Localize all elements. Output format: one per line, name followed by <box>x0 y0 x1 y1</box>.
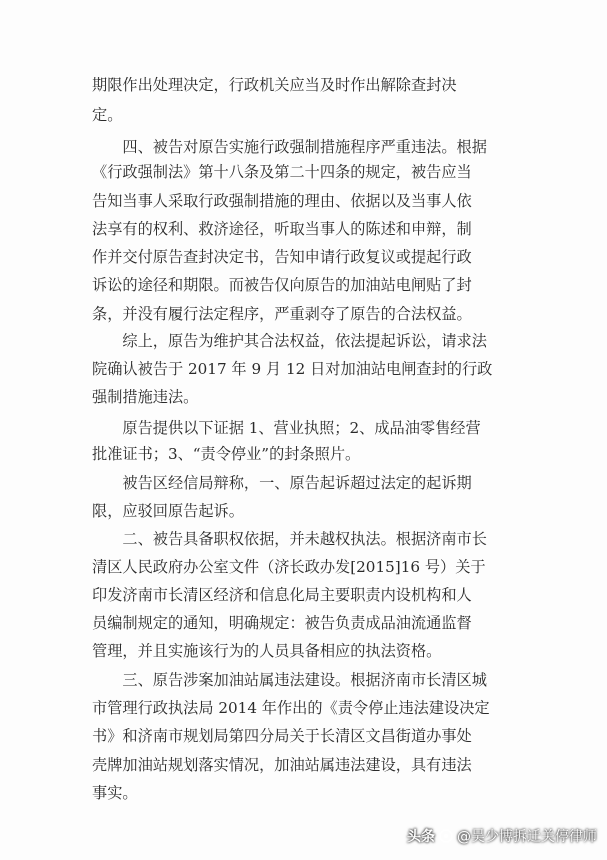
text-line: 期限作出处理决定，行政机关应当及时作出解除查封决 <box>92 76 457 94</box>
watermark-brand: 头条 <box>407 829 435 845</box>
text-line: 原告提供以下证据 1、营业执照；2、成品油零售经营 <box>92 419 481 437</box>
text-line: 管理，并且实施该行为的人员具备相应的执法资格。 <box>92 642 442 660</box>
watermark-author: @吴少博拆迁关停律师 <box>457 829 597 845</box>
text-line: 批准证书；3、“责令停业”的封条照片。 <box>92 445 361 463</box>
text-line: 事实。 <box>92 784 138 802</box>
text-line: 二、被告具备职权依据，并未越权执法。根据济南市长 <box>92 530 487 548</box>
text-line: 综上，原告为维护其合法权益，依法提起诉讼，请求法 <box>92 332 487 350</box>
toutiao-logo-icon <box>439 829 453 843</box>
text-line: 作并交付原告查封决定书，告知申请行政复议或提起行政 <box>92 248 472 266</box>
text-line: 诉讼的途径和期限。而被告仅向原告的加油站电闸贴了封 <box>92 276 472 294</box>
text-line: 印发济南市长清区经济和信息化局主要职责内设机构和人 <box>92 586 472 604</box>
text-line: 《行政强制法》第十八条及第二十四条的规定，被告应当 <box>92 163 472 181</box>
text-line: 条，并没有履行法定程序，严重剥夺了原告的合法权益。 <box>92 305 472 323</box>
text-line: 壳牌加油站规划落实情况，加油站属违法建设，具有违法 <box>92 756 472 774</box>
text-line: 市管理行政执法局 2014 年作出的《责令停止违法建设决定 <box>92 699 490 717</box>
text-line: 强制措施违法。 <box>92 388 199 406</box>
text-line: 院确认被告于 2017 年 9 月 12 日对加油站电闸查封的行政 <box>92 360 493 378</box>
text-line: 三、原告涉案加油站属违法建设。根据济南市长清区城 <box>92 671 487 689</box>
text-line: 定。 <box>92 106 123 124</box>
text-line: 被告区经信局辩称，一、原告起诉超过法定的起诉期 <box>92 474 472 492</box>
text-line: 四、被告对原告实施行政强制措施程序严重违法。根据 <box>92 138 487 156</box>
text-line: 告知当事人采取行政强制措施的理由、依据以及当事人依 <box>92 192 472 210</box>
text-line: 员编制规定的通知，明确规定：被告负责成品油流通监督 <box>92 614 472 632</box>
watermark <box>407 826 597 846</box>
text-line: 法享有的权利、救济途径，听取当事人的陈述和申辩，制 <box>92 220 472 238</box>
text-line: 书》和济南市规划局第四分局关于长清区文昌街道办事处 <box>92 727 472 745</box>
text-line: 限，应驳回原告起诉。 <box>92 502 244 520</box>
text-line: 清区人民政府办公室文件（济长政办发[2015]16 号）关于 <box>92 558 486 576</box>
